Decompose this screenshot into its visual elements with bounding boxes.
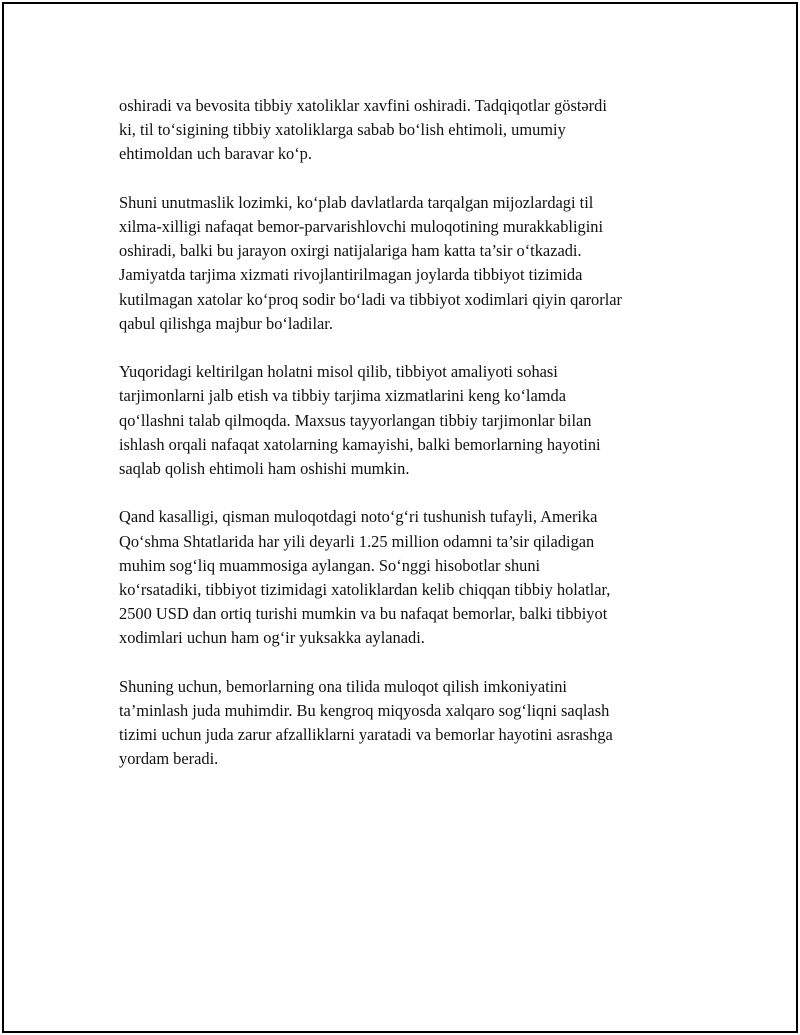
text-line: 2500 USD dan ortiq turishi mumkin va bu nafaqat bemorlar, balki tibbiyot [119,604,608,624]
text-line: oshiradi, balki bu jarayon oxirgi natijalariga ham katta ta’sir o‘tkazadi. [119,241,582,261]
document-body [119,94,689,796]
text-line: muhim sog‘liq muammosiga aylangan. So‘nggi hisobotlar shuni [119,555,541,575]
text-line: yordam beradi. [119,749,219,769]
paragraph-3 [119,360,689,481]
text-line: kutilmagan xatolar ko‘proq sodir bo‘ladi va tibbiyot xodimlari qiyin qarorlar [119,289,622,309]
document-page [2,2,798,1033]
text-line: qo‘llashni talab qilmoqda. Maxsus tayyorlangan tibbiy tarjimonlar bilan [119,410,592,430]
text-line: ta’minlash juda muhimdir. Bu kengroq miqyosda xalqaro sog‘liqni saqlash [119,701,610,721]
paragraph-1 [119,94,689,167]
paragraph-4 [119,505,689,650]
text-line: tarjimonlarni jalb etish va tibbiy tarjima xizmatlarini keng ko‘lamda [119,386,566,406]
text-line: Qand kasalligi, qisman muloqotdagi noto‘g‘ri tushunish tufayli, Amerika [119,507,598,527]
text-line: tizimi uchun juda zarur afzalliklarni yaratadi va bemorlar hayotini asrashga [119,725,613,745]
text-line: Qo‘shma Shtatlarida har yili deyarli 1.25 million odamni ta’sir qiladigan [119,531,595,551]
text-line: xilma-xilligi nafaqat bemor-parvarishlovchi muloqotining murakkabligini [119,217,603,236]
text-line: oshiradi va bevosita tibbiy xatoliklar xavfini oshiradi. Tadqiqotlar göstərdi [119,96,607,115]
text-line: xodimlari uchun ham og‘ir yuksakka aylanadi. [119,628,425,648]
text-line: qabul qilishga majbur bo‘ladilar. [119,313,333,333]
text-line: Yuqoridagi keltirilgan holatni misol qilib, tibbiyot amaliyoti sohasi [119,362,558,382]
text-line: ko‘rsatadiki, tibbiyot tizimidagi xatoliklardan kelib chiqqan tibbiy holatlar, [119,580,611,600]
text-line: Shuning uchun, bemorlarning ona tilida muloqot qilish imkoniyatini [119,676,567,696]
text-line: ki, til to‘sigining tibbiy xatoliklarga sabab bo‘lish ehtimoli, umumiy [119,120,566,140]
paragraph-5 [119,675,689,772]
text-line: ehtimoldan uch baravar ko‘p. [119,144,312,164]
text-line: saqlab qolish ehtimoli ham oshishi mumkin. [119,459,410,479]
text-line: Jamiyatda tarjima xizmati rivojlantirilmagan joylarda tibbiyot tizimida [119,265,583,285]
text-line: ishlash orqali nafaqat xatolarning kamayishi, balki bemorlarning hayotini [119,434,601,454]
paragraph-2 [119,191,689,336]
text-line: Shuni unutmaslik lozimki, ko‘plab davlatlarda tarqalgan mijozlardagi til [119,192,594,212]
